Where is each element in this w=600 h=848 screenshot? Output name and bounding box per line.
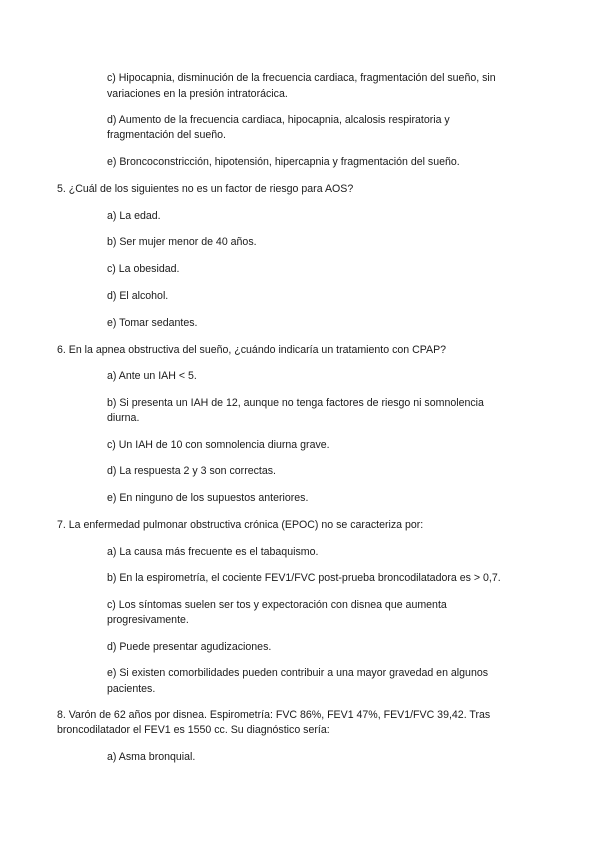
option-d-line-2: fragmentación del sueño.	[107, 129, 226, 141]
question-7-option-a: a) La causa más frecuente es el tabaquismo.	[107, 546, 319, 558]
question-6-option-d: d) La respuesta 2 y 3 son correctas.	[107, 465, 276, 477]
question-7-option-e-line-2: pacientes.	[107, 683, 156, 695]
question-7-option-e-line-1: e) Si existen comorbilidades pueden contribuir a una mayor gravedad en algunos	[107, 667, 489, 679]
question-6-option-c: c) Un IAH de 10 con somnolencia diurna grave.	[107, 439, 330, 451]
question-5-option-a: a) La edad.	[107, 210, 161, 222]
question-8-text-line-2: broncodilatador el FEV1 es 1550 cc. Su diagnóstico sería:	[57, 724, 330, 736]
question-7-option-b: b) En la espirometría, el cociente FEV1/FVC post-prueba broncodilatadora es > 0,7.	[107, 572, 501, 584]
question-5-option-d: d) El alcohol.	[107, 290, 169, 302]
question-6-option-b-line-2: diurna.	[107, 412, 140, 424]
question-7-option-d: d) Puede presentar agudizaciones.	[107, 641, 272, 653]
option-c-line-1: c) Hipocapnia, disminución de la frecuencia cardiaca, fragmentación del sueño, sin	[107, 72, 496, 84]
option-d-line-1: d) Aumento de la frecuencia cardiaca, hipocapnia, alcalosis respiratoria y	[107, 114, 450, 126]
question-6-text: 6. En la apnea obstructiva del sueño, ¿cuándo indicaría un tratamiento con CPAP?	[57, 344, 447, 356]
question-8-option-a: a) Asma bronquial.	[107, 751, 196, 763]
question-5-option-b: b) Ser mujer menor de 40 años.	[107, 236, 257, 248]
question-6-option-b-line-1: b) Si presenta un IAH de 12, aunque no tenga factores de riesgo ni somnolencia	[107, 397, 484, 409]
question-8-text-line-1: 8. Varón de 62 años por disnea. Espirometría: FVC 86%, FEV1 47%, FEV1/FVC 39,42. Tras	[57, 709, 491, 721]
question-5-text: 5. ¿Cuál de los siguientes no es un factor de riesgo para AOS?	[57, 183, 354, 195]
question-5-option-e: e) Tomar sedantes.	[107, 317, 198, 329]
option-e-line-1: e) Broncoconstricción, hipotensión, hipercapnia y fragmentación del sueño.	[107, 156, 460, 168]
question-6-option-a: a) Ante un IAH < 5.	[107, 370, 197, 382]
question-7-text: 7. La enfermedad pulmonar obstructiva crónica (EPOC) no se caracteriza por:	[57, 519, 424, 531]
option-c-line-2: variaciones en la presión intratorácica.	[107, 88, 288, 100]
question-7-option-c-line-1: c) Los síntomas suelen ser tos y expectoración con disnea que aumenta	[107, 599, 447, 611]
question-6-option-e: e) En ninguno de los supuestos anteriores.	[107, 492, 309, 504]
question-7-option-c-line-2: progresivamente.	[107, 614, 189, 626]
question-5-option-c: c) La obesidad.	[107, 263, 180, 275]
